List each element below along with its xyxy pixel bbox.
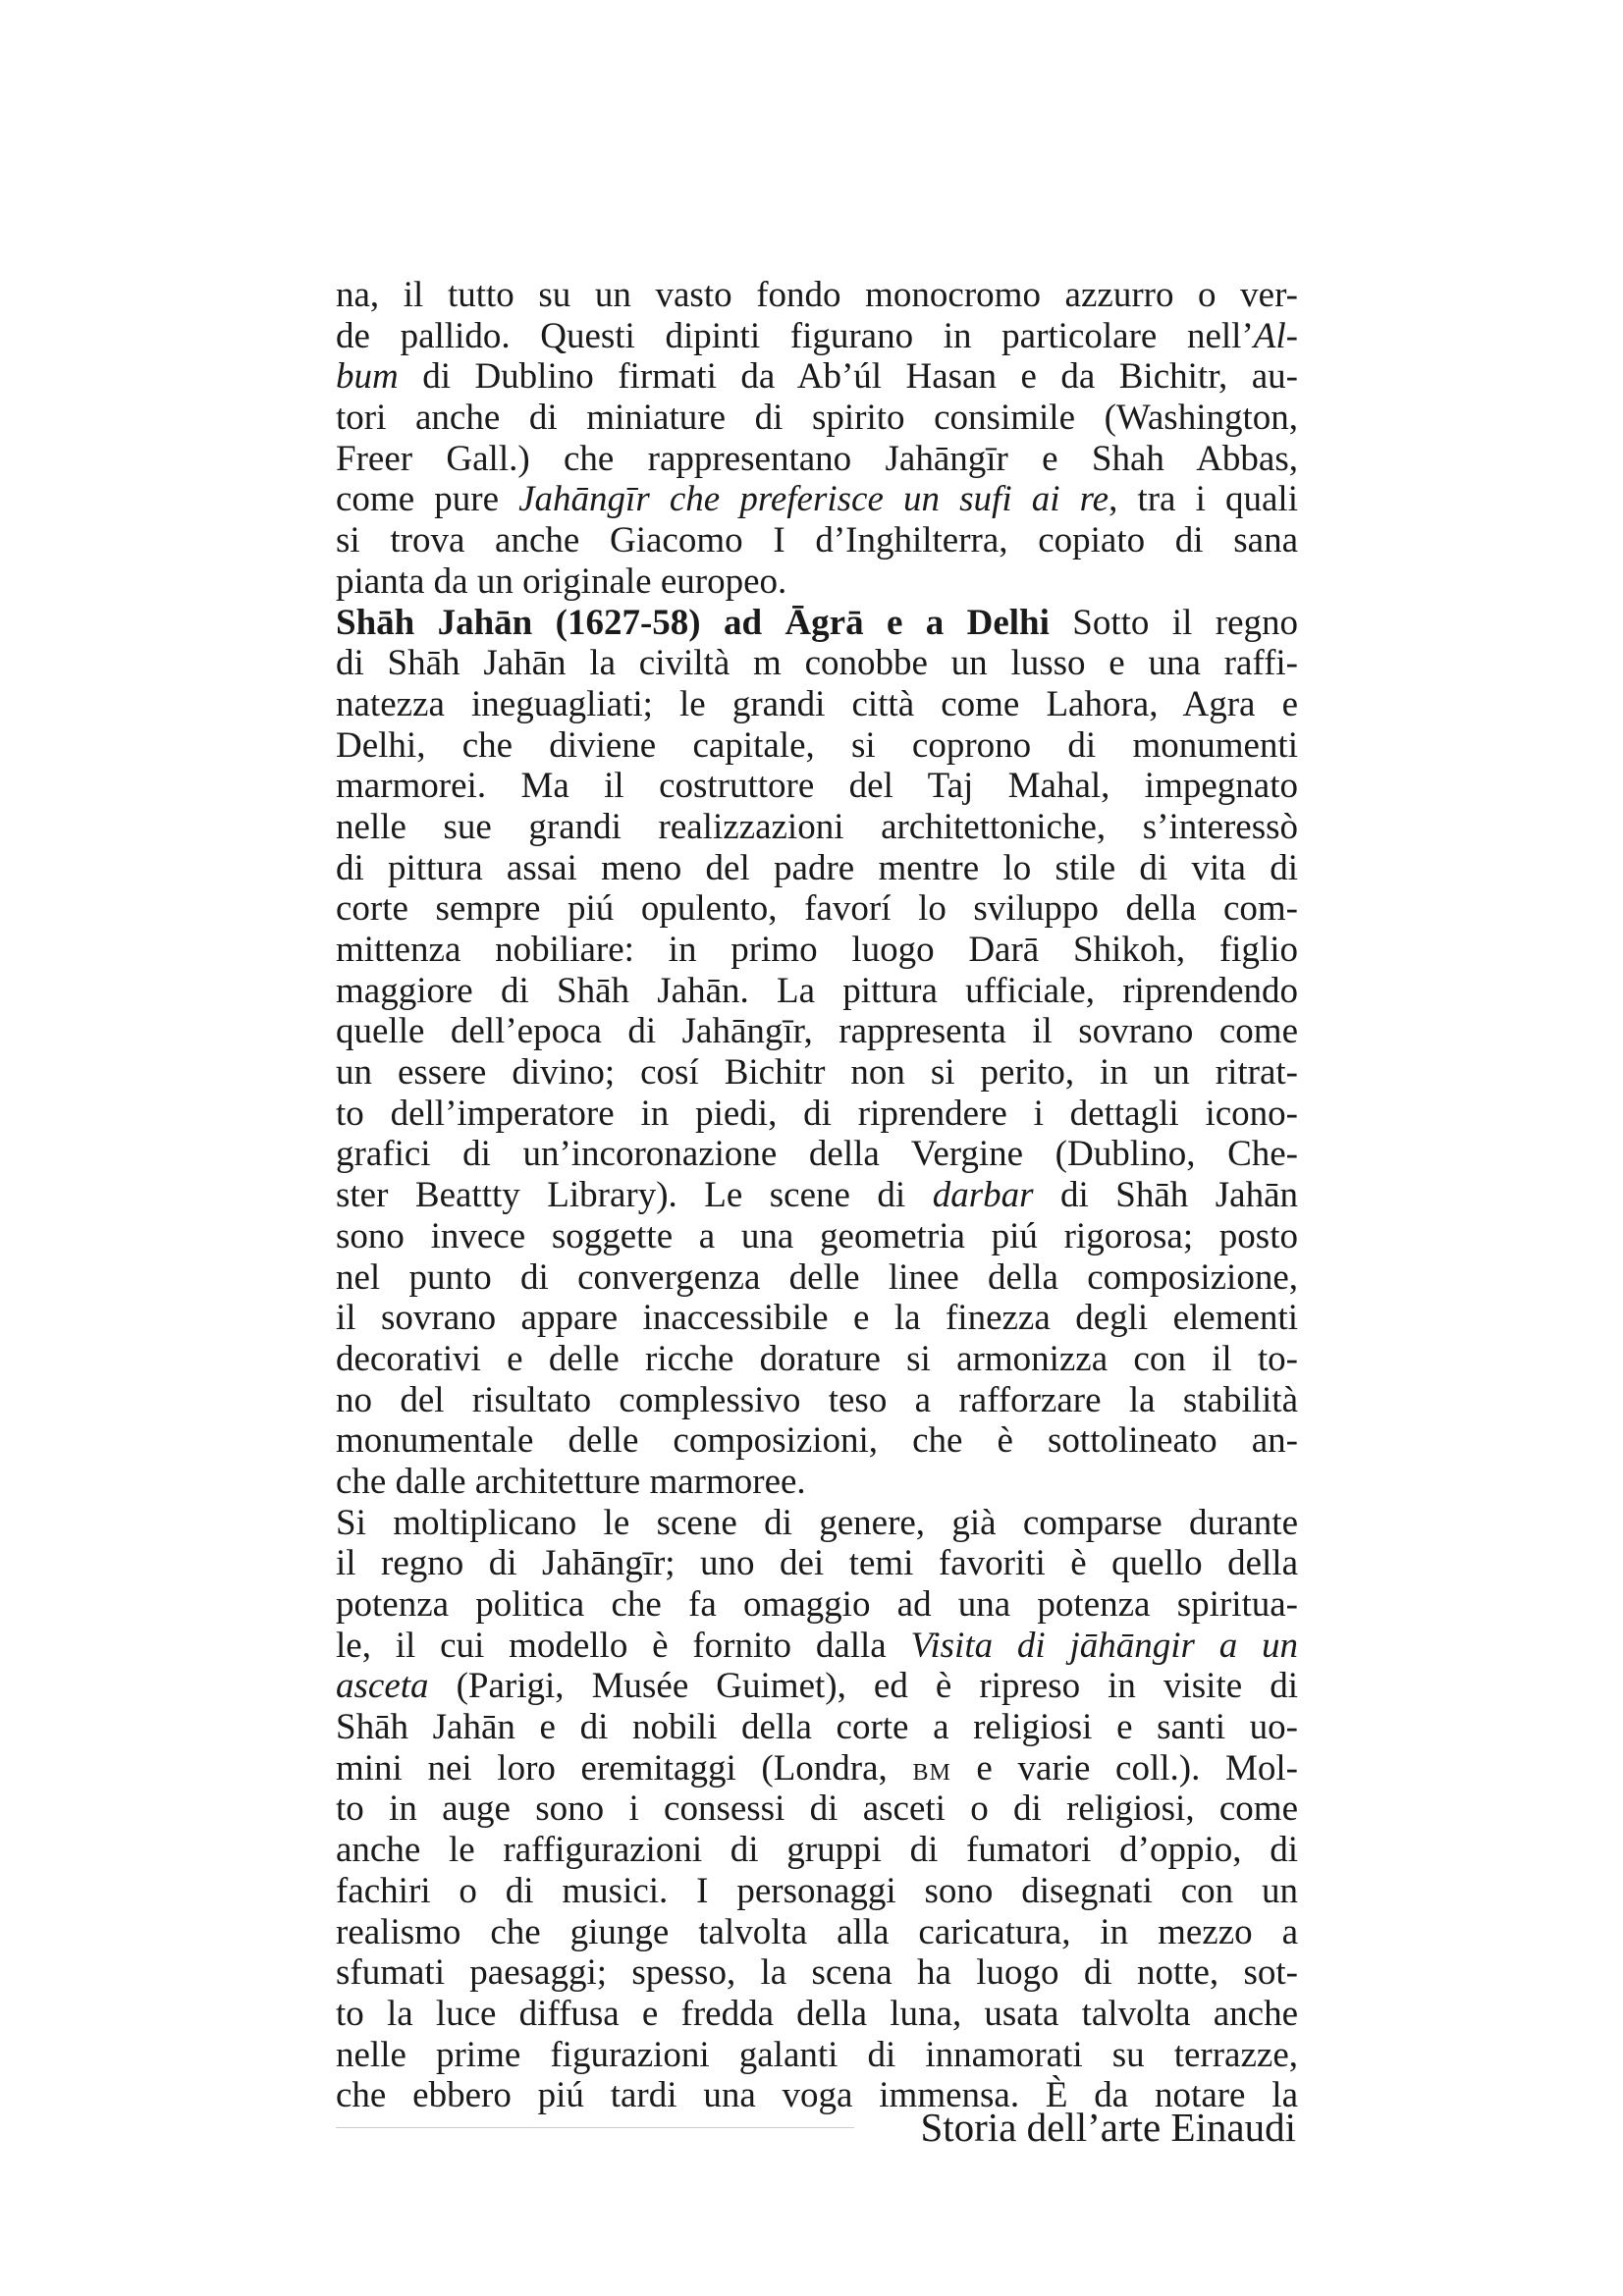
text-line xyxy=(336,1707,1298,1748)
text-segment: il regno di Jahāngīr; uno dei temi favoriti è quello della xyxy=(336,1543,1298,1584)
text-segment: il sovrano appare inaccessibile e la finezza degli elementi xyxy=(336,1298,1298,1339)
text-line xyxy=(336,1216,1298,1257)
text-segment: to dell’imperatore in piedi, di riprendere i dettagli icono- xyxy=(336,1093,1298,1134)
text-line xyxy=(336,1543,1298,1584)
text-line xyxy=(336,479,1298,520)
text-segment: come pure xyxy=(336,479,519,520)
text-line xyxy=(336,1420,1298,1462)
text-line xyxy=(336,1789,1298,1830)
italic-text: Visita di jāhāngir a un xyxy=(910,1625,1298,1666)
text-line xyxy=(336,1994,1298,2035)
footer-rule xyxy=(336,2127,854,2128)
text-segment: si trova anche Giacomo I d’Inghilterra, copiato di sana xyxy=(336,520,1298,561)
text-segment: Delhi, che diviene capitale, si coprono di monumenti xyxy=(336,724,1298,766)
small-caps-text: BM xyxy=(912,1759,951,1786)
text-segment: mittenza nobiliare: in primo luogo Darā Shikoh, figlio xyxy=(336,930,1298,970)
text-line xyxy=(336,398,1298,439)
text-segment: nelle prime figurazioni galanti di innamorati su terrazze, xyxy=(336,2034,1298,2075)
text-segment: che dalle architetture marmoree. xyxy=(336,1461,806,1502)
text-line xyxy=(336,1503,1298,1544)
text-segment: no del risultato complessivo teso a rafforzare la stabilità xyxy=(336,1379,1298,1420)
text-segment: le, il cui modello è fornito dalla xyxy=(336,1625,911,1666)
text-segment: grafici di un’incoronazione della Vergine (Dublino, Che- xyxy=(336,1134,1298,1175)
text-segment: , tra i quali xyxy=(1109,479,1298,520)
text-line xyxy=(336,1666,1298,1707)
text-segment: to la luce diffusa e fredda della luna, usata talvolta anche xyxy=(336,1993,1298,2034)
text-line xyxy=(336,971,1298,1012)
text-segment: e varie coll.). Mol- xyxy=(950,1747,1298,1789)
text-segment: di pittura assai meno del padre mentre lo stile di vita di xyxy=(336,847,1298,888)
text-segment: nel punto di convergenza delle linee della composizione, xyxy=(336,1256,1298,1298)
text-segment: anche le raffigurazioni di gruppi di fumatori d’oppio, di xyxy=(336,1830,1298,1871)
text-line xyxy=(336,807,1298,848)
text-line xyxy=(336,1094,1298,1135)
text-line xyxy=(336,725,1298,767)
italic-text: asceta xyxy=(336,1666,429,1707)
text-segment: tori anche di miniature di spirito consimile (Washington, xyxy=(336,398,1298,439)
text-segment: di Shāh Jahān xyxy=(1033,1175,1298,1216)
text-segment: un essere divino; cosí Bichitr non si perito, in un ritrat- xyxy=(336,1052,1298,1094)
text-segment: fachiri o di musici. I personaggi sono disegnati con un xyxy=(336,1870,1298,1911)
text-segment: sfumati paesaggi; spesso, la scena ha luogo di notte, sot- xyxy=(336,1952,1298,1994)
text-segment: marmorei. Ma il costruttore del Taj Mahal, impegnato xyxy=(336,766,1298,807)
text-line xyxy=(336,848,1298,889)
text-segment: nelle sue grandi realizzazioni architettoniche, s’interessò xyxy=(336,806,1298,847)
text-line xyxy=(336,561,1298,603)
text-line xyxy=(336,1952,1298,1994)
text-line xyxy=(336,766,1298,807)
text-segment: mini nei loro eremitaggi (Londra, xyxy=(336,1747,913,1789)
section-heading: Shāh Jahān (1627-58) ad Āgrā e a Delhi xyxy=(336,602,1050,643)
italic-text: darbar xyxy=(932,1175,1034,1216)
text-segment: ster Beattty Library). Le scene di xyxy=(336,1175,933,1216)
text-line xyxy=(336,1052,1298,1094)
text-segment: monumentale delle composizioni, che è sottolineato an- xyxy=(336,1420,1298,1462)
text-line xyxy=(336,1257,1298,1299)
text-line xyxy=(336,1626,1298,1667)
text-line xyxy=(336,1298,1298,1339)
text-segment: decorativi e delle ricche dorature si armonizza con il to- xyxy=(336,1338,1298,1379)
text-segment: na, il tutto su un vasto fondo monocromo azzurro o ver- xyxy=(336,275,1298,315)
text-line xyxy=(336,684,1298,725)
italic-text: bum xyxy=(336,356,399,398)
text-segment: maggiore di Shāh Jahān. La pittura ufficiale, riprendendo xyxy=(336,970,1298,1011)
text-line xyxy=(336,520,1298,561)
text-segment: Si moltiplicano le scene di genere, già comparse durante xyxy=(336,1502,1298,1543)
text-line xyxy=(336,1871,1298,1912)
text-line xyxy=(336,275,1298,316)
text-line xyxy=(336,356,1298,398)
text-line xyxy=(336,1175,1298,1216)
text-line xyxy=(336,643,1298,684)
text-line xyxy=(336,930,1298,971)
text-line xyxy=(336,1748,1298,1789)
text-segment: de pallido. Questi dipinti figurano in particolare nell’ xyxy=(336,315,1254,356)
text-segment: natezza ineguagliati; le grandi città come Lahora, Agra e xyxy=(336,683,1298,724)
text-segment: pianta da un originale europeo. xyxy=(336,561,787,602)
text-line xyxy=(336,1462,1298,1503)
text-segment: (Parigi, Musée Guimet), ed è ripreso in visite di xyxy=(428,1666,1298,1707)
text-line xyxy=(336,1011,1298,1052)
text-line xyxy=(336,1912,1298,1953)
text-segment: che ebbero piú tardi una voga immensa. È da notare la xyxy=(336,2075,1298,2116)
text-segment: potenza politica che fa omaggio ad una potenza spiritua- xyxy=(336,1584,1298,1625)
text-line xyxy=(336,603,1298,644)
text-segment: realismo che giunge talvolta alla caricatura, in mezzo a xyxy=(336,1911,1298,1952)
text-line xyxy=(336,1134,1298,1175)
text-line xyxy=(336,1339,1298,1380)
text-line xyxy=(336,2035,1298,2076)
text-segment: Sotto il regno xyxy=(1049,602,1298,643)
text-segment: quelle dell’epoca di Jahāngīr, rappresenta il sovrano come xyxy=(336,1011,1298,1052)
text-line xyxy=(336,1584,1298,1626)
body-text xyxy=(336,275,1298,2116)
text-segment: di Shāh Jahān la civiltà m conobbe un lusso e una raffi- xyxy=(336,643,1298,684)
text-segment: Freer Gall.) che rappresentano Jahāngīr e Shah Abbas, xyxy=(336,438,1298,479)
text-segment: di Dublino firmati da Ab’úl Hasan e da Bichitr, au- xyxy=(398,356,1298,398)
text-line xyxy=(336,1380,1298,1421)
footer-title: Storia dell’arte Einaudi xyxy=(920,2105,1296,2150)
text-line xyxy=(336,888,1298,930)
text-segment: corte sempre piú opulento, favorí lo sviluppo della com- xyxy=(336,888,1298,930)
text-segment: Shāh Jahān e di nobili della corte a religiosi e santi uo- xyxy=(336,1707,1298,1748)
text-line xyxy=(336,316,1298,357)
text-line xyxy=(336,439,1298,480)
italic-text: Jahāngīr che preferisce un sufi ai re xyxy=(518,479,1109,520)
italic-text: Al- xyxy=(1253,315,1298,356)
text-segment: sono invece soggette a una geometria piú rigorosa; posto xyxy=(336,1215,1298,1256)
text-segment: to in auge sono i consessi di asceti o di religiosi, come xyxy=(336,1789,1298,1830)
text-line xyxy=(336,1830,1298,1871)
